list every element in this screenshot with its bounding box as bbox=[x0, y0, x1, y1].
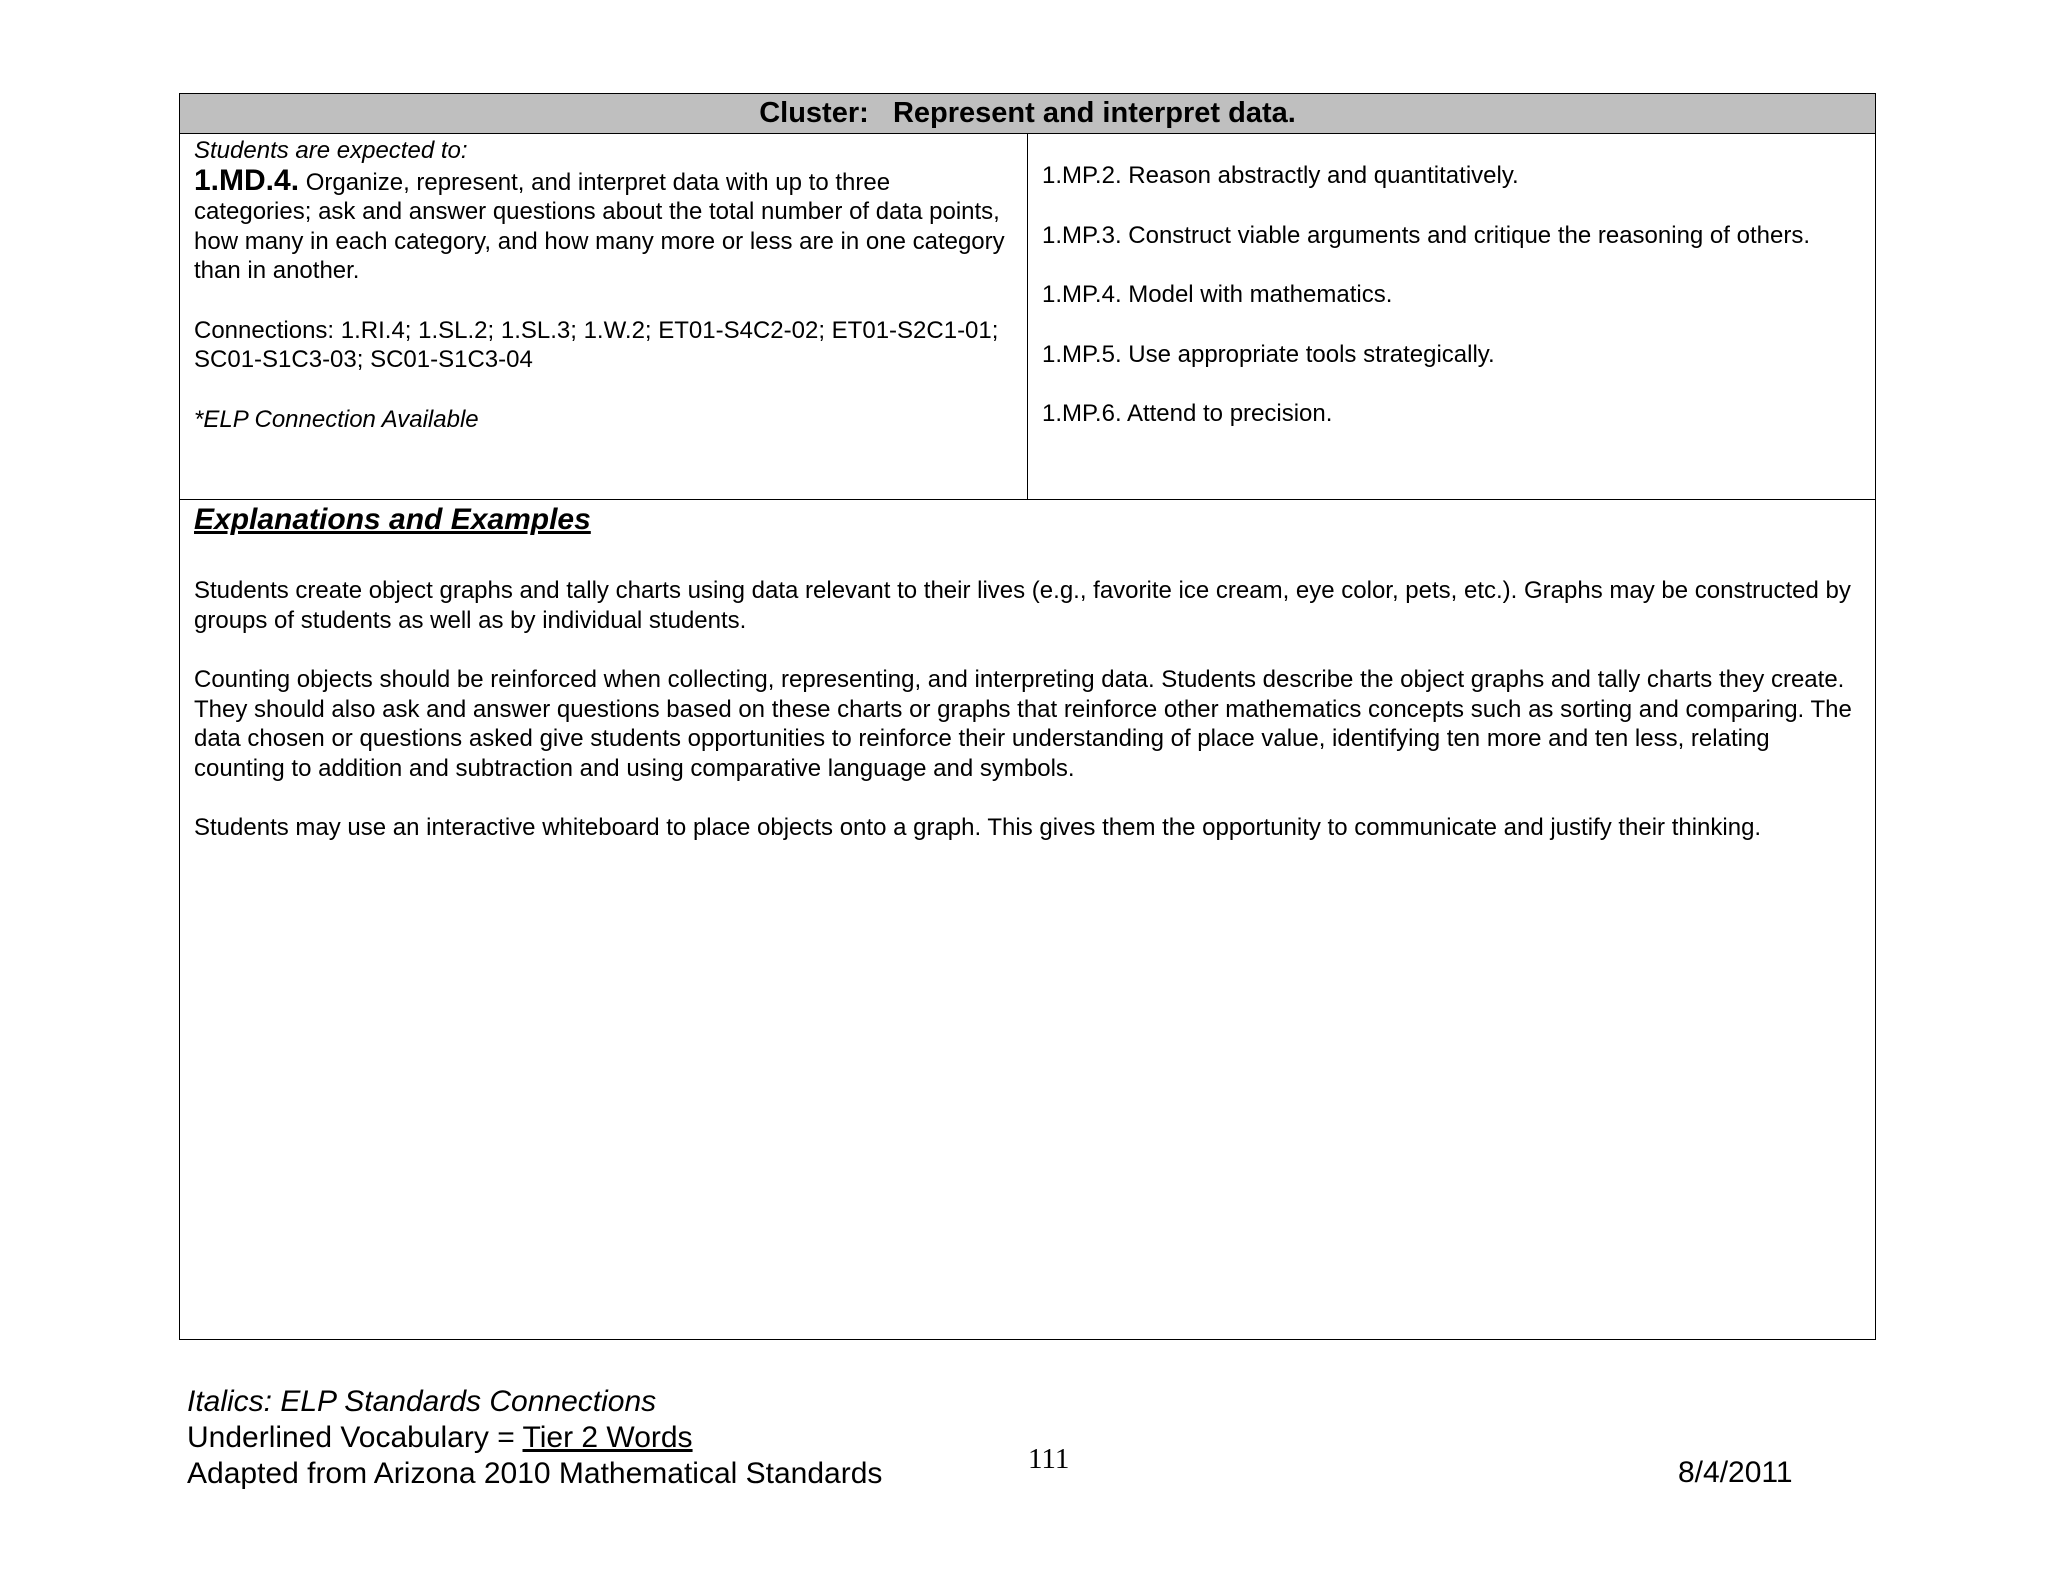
standards-table bbox=[179, 93, 1876, 1340]
practice-item: 1.MP.3. Construct viable arguments and critique the reasoning of others. bbox=[1042, 221, 1810, 249]
connections-line-2: SC01-S1C3-03; SC01-S1C3-04 bbox=[194, 346, 533, 373]
footer-tier-words: Tier 2 Words bbox=[522, 1421, 693, 1454]
cluster-title: Represent and interpret data. bbox=[892, 97, 1296, 129]
explanation-paragraph: Students create object graphs and tally charts using data relevant to their lives (e.g., favorite ice cream, eye color, pets, etc.). Graphs may be constructed by groups of students as well as by individual students. bbox=[194, 577, 1851, 634]
cluster-label: Cluster: bbox=[759, 97, 869, 129]
footer-italics-legend: Italics: ELP Standards Connections bbox=[187, 1385, 657, 1418]
practice-item: 1.MP.5. Use appropriate tools strategically. bbox=[1042, 340, 1495, 368]
explanation-paragraph: Students may use an interactive whiteboard to place objects onto a graph. This gives them the opportunity to communicate and justify their thinking. bbox=[194, 814, 1762, 841]
standard-cell bbox=[180, 134, 1028, 499]
standard-intro: Students are expected to: bbox=[194, 137, 468, 164]
standard-code: 1.MD.4. bbox=[194, 163, 300, 197]
page-number: 111 bbox=[1028, 1443, 1070, 1475]
explanations-heading: Explanations and Examples bbox=[194, 503, 591, 536]
explanations-section bbox=[180, 500, 1875, 873]
standard-statement bbox=[194, 163, 1013, 286]
standard-text: Organize, represent, and interpret data with up to three categories; ask and answer questions about the total number of data points, how many in each category, and how many more or less are in one category than in another. bbox=[194, 168, 1005, 284]
explanation-paragraph: Counting objects should be reinforced when collecting, representing, and interpreting data. Students describe the object graphs and tally charts they create. They should also ask and answer questions based on these charts or graphs that reinforce other mathematics concepts such as sorting and comparing. The data chosen or questions asked give students opportunities to reinforce their understanding of place value, identifying ten more and ten less, relating counting to addition and subtraction and using comparative language and symbols. bbox=[194, 666, 1852, 782]
connections-line-1: Connections: 1.RI.4; 1.SL.2; 1.SL.3; 1.W.2; ET01-S4C2-02; ET01-S2C1-01; bbox=[194, 316, 999, 344]
practice-item: 1.MP.4. Model with mathematics. bbox=[1042, 281, 1393, 308]
footer-date: 8/4/2011 bbox=[1678, 1456, 1793, 1489]
footer-source: Adapted from Arizona 2010 Mathematical Standards bbox=[187, 1457, 883, 1490]
footer-vocab-prefix: Underlined Vocabulary = bbox=[187, 1421, 523, 1454]
practices-cell bbox=[1028, 134, 1874, 499]
standard-row bbox=[180, 134, 1875, 500]
footer-vocab-legend bbox=[187, 1420, 882, 1456]
cluster-header bbox=[180, 94, 1875, 134]
page-footer bbox=[187, 1384, 882, 1492]
elp-connection-note: *ELP Connection Available bbox=[194, 405, 479, 433]
practice-item: 1.MP.2. Reason abstractly and quantitatively. bbox=[1042, 162, 1519, 189]
practice-item: 1.MP.6. Attend to precision. bbox=[1042, 400, 1333, 427]
